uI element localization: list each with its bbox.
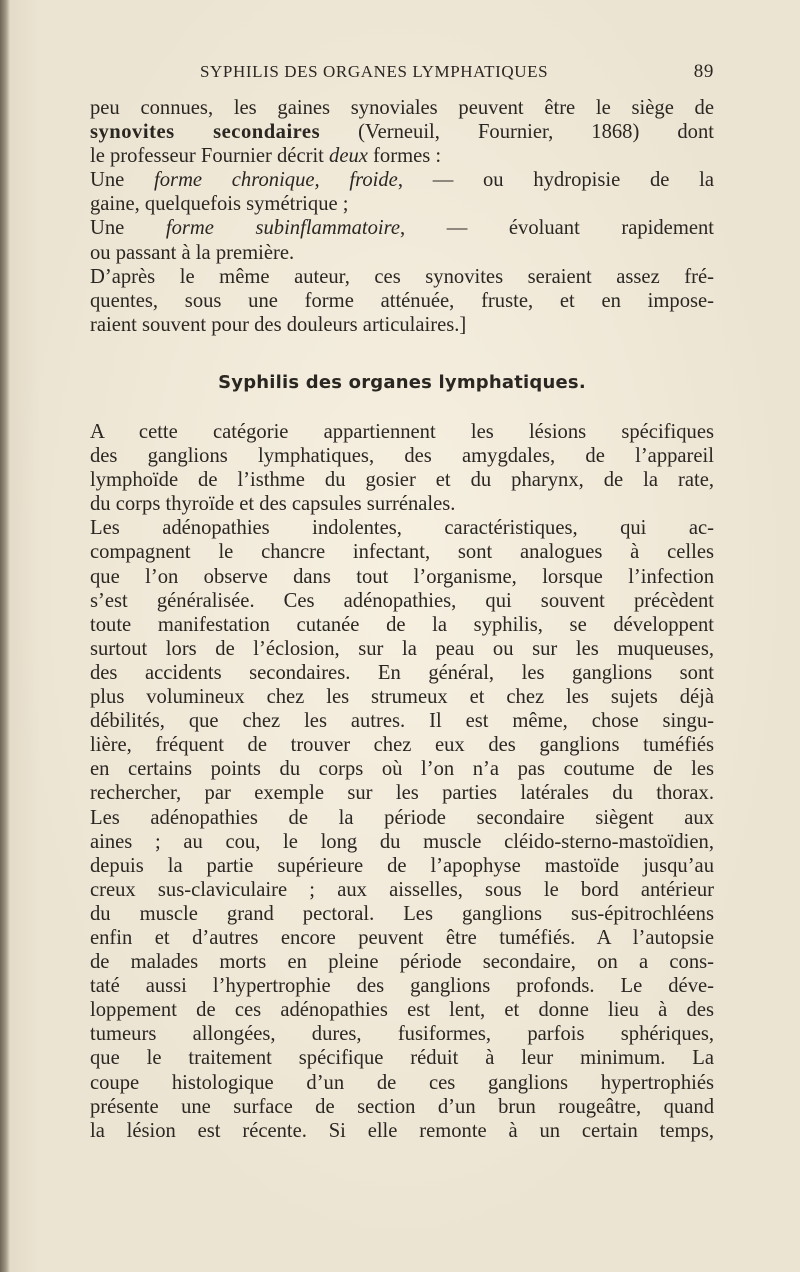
text-line bbox=[90, 289, 714, 313]
text-line: que l’on observe dans tout l’organisme, lorsque l’infection bbox=[90, 565, 714, 588]
page-number: 89 bbox=[693, 61, 714, 82]
text-line: en certains points du corps où l’on n’a pas coutume de les bbox=[90, 758, 714, 781]
text-line: aines ; au cou, le long du muscle cléido-sterno-mastoïdien, bbox=[90, 830, 714, 853]
text-run: Une bbox=[90, 169, 155, 192]
emphasis-italic: forme chronique, froide bbox=[154, 169, 398, 192]
text-line: du muscle grand pectoral. Les ganglions sus-épitrochléens bbox=[90, 902, 714, 925]
text-line: plus volumineux chez les strumeux et chez les sujets déjà bbox=[90, 686, 714, 709]
text-line: rechercher, par exemple sur les parties latérales du thorax. bbox=[90, 782, 714, 805]
text-run: , — ou hydropisie de la bbox=[397, 169, 714, 192]
text-line: des ganglions lymphatiques, des amygdales, de l’appareil bbox=[90, 445, 714, 468]
text-run: ou passant à la première. bbox=[90, 241, 295, 264]
synovites-paragraph bbox=[90, 96, 714, 337]
text-run: raient souvent pour des douleurs articulaires.] bbox=[90, 313, 467, 336]
emphasis-bold: synovites secondaires bbox=[90, 121, 321, 144]
text-line: Les adénopathies indolentes, caractéristiques, qui ac- bbox=[90, 517, 714, 540]
text-line bbox=[90, 313, 714, 337]
text-run: D’après le même auteur, ces synovites seraient assez fré- bbox=[90, 265, 714, 288]
text-run: le professeur Fournier décrit bbox=[90, 145, 330, 168]
book-page bbox=[90, 56, 714, 1142]
text-line: de malades morts en pleine période secondaire, on a cons- bbox=[90, 951, 714, 974]
text-line: toute manifestation cutanée de la syphilis, se développent bbox=[90, 613, 714, 636]
text-run: Une bbox=[90, 217, 166, 240]
text-line: tumeurs allongées, dures, fusiformes, parfois sphériques, bbox=[90, 1023, 714, 1046]
text-run: gaine, quelquefois symétrique ; bbox=[90, 193, 349, 216]
text-line bbox=[90, 96, 714, 120]
text-line: depuis la partie supérieure de l’apophyse mastoïde jusqu’au bbox=[90, 854, 714, 877]
running-header bbox=[90, 56, 714, 82]
text-line: Les adénopathies de la période secondaire siègent aux bbox=[90, 806, 714, 829]
text-line: que le traitement spécifique réduit à leur minimum. La bbox=[90, 1047, 714, 1070]
text-line: débilités, que chez les autres. Il est même, chose singu- bbox=[90, 710, 714, 733]
text-line bbox=[90, 216, 714, 240]
text-line: taté aussi l’hypertrophie des ganglions profonds. Le déve- bbox=[90, 975, 714, 998]
text-line: creux sus-claviculaire ; aux aisselles, sous le bord antérieur bbox=[90, 878, 714, 901]
text-line: lymphoïde de l’isthme du gosier et du pharynx, de la rate, bbox=[90, 469, 714, 492]
text-line bbox=[90, 120, 714, 144]
text-run: peu connues, les gaines synoviales peuvent être le siège de bbox=[90, 97, 714, 119]
running-title: SYPHILIS DES ORGANES LYMPHATIQUES bbox=[200, 62, 549, 81]
text-run: quentes, sous une forme atténuée, fruste, et en impose- bbox=[90, 289, 714, 312]
text-run: formes : bbox=[367, 145, 442, 168]
text-line bbox=[90, 241, 714, 265]
emphasis-italic: deux bbox=[329, 145, 368, 168]
section-heading: Syphilis des organes lymphatiques. bbox=[218, 372, 586, 393]
text-line: la lésion est récente. Si elle remonte à un certain temps, bbox=[90, 1119, 714, 1142]
text-run: (Verneuil, Fournier, 1868) dont bbox=[320, 121, 714, 144]
text-line bbox=[90, 265, 714, 289]
text-line bbox=[90, 168, 714, 192]
text-line: enfin et d’autres encore peuvent être tuméfiés. A l’autopsie bbox=[90, 926, 714, 949]
text-line: s’est généralisée. Ces adénopathies, qui souvent précèdent bbox=[90, 589, 714, 612]
text-line: des accidents secondaires. En général, les ganglions sont bbox=[90, 661, 714, 684]
text-line: lière, fréquent de trouver chez eux des ganglions tuméfiés bbox=[90, 734, 714, 757]
text-line bbox=[90, 144, 714, 168]
text-line: présente une surface de section d’un brun rougeâtre, quand bbox=[90, 1095, 714, 1118]
text-line: loppement de ces adénopathies est lent, et donne lieu à des bbox=[90, 999, 714, 1022]
text-line: compagnent le chancre infectant, sont analogues à celles bbox=[90, 541, 714, 564]
text-run: , — évoluant rapidement bbox=[400, 217, 714, 240]
emphasis-italic: forme subinflammatoire bbox=[165, 217, 401, 240]
text-line bbox=[90, 192, 714, 216]
binding-edge bbox=[0, 0, 10, 1272]
text-line: A cette catégorie appartiennent les lésions spécifiques bbox=[90, 421, 714, 443]
lymphatic-section-body bbox=[90, 420, 714, 1143]
text-line: coupe histologique d’un de ces ganglions hypertrophiés bbox=[90, 1071, 714, 1094]
text-line: du corps thyroïde et des capsules surrénales. bbox=[90, 493, 456, 516]
text-line: surtout lors de l’éclosion, sur la peau ou sur les muqueuses, bbox=[90, 637, 714, 660]
